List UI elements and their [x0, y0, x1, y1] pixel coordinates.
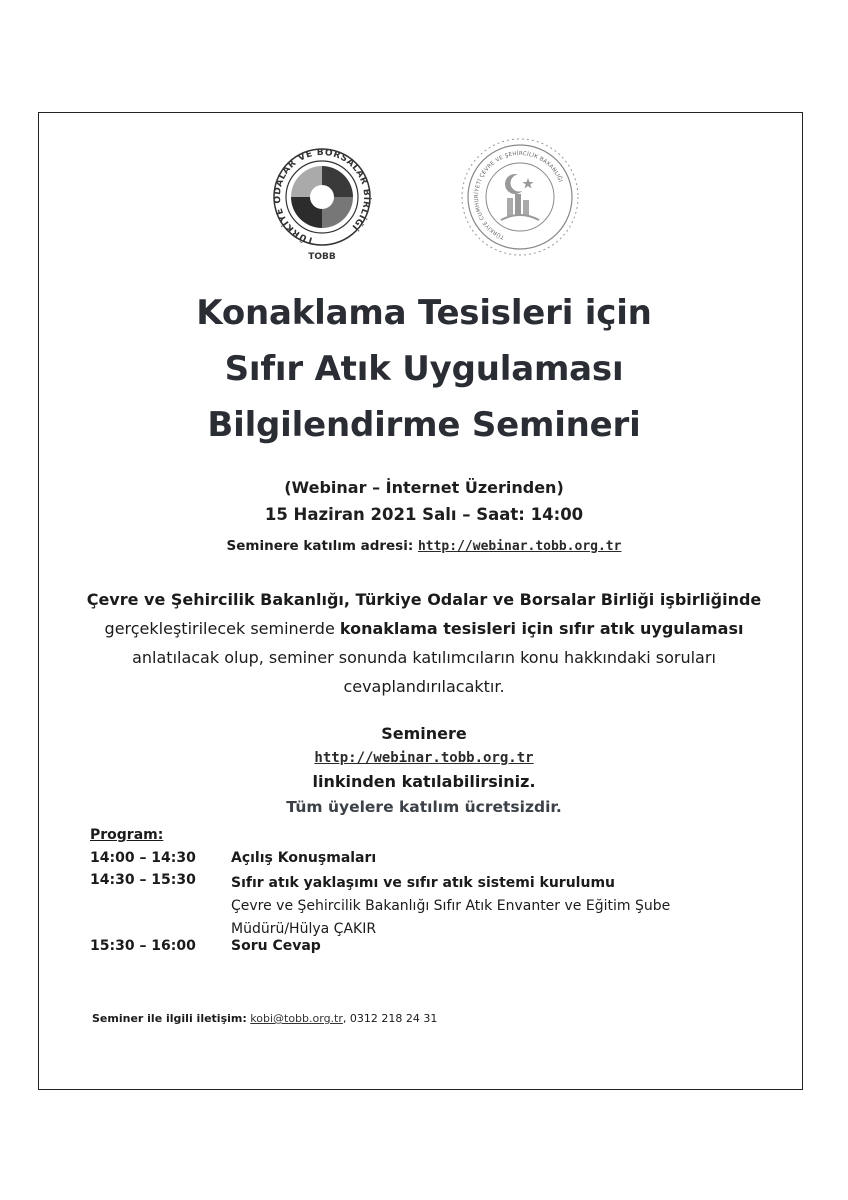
free-attendance-note: Tüm üyelere katılım ücretsizdir. — [286, 798, 562, 816]
program-desc — [231, 872, 670, 941]
paragraph-highlight: konaklama tesisleri için sıfır atık uygulaması — [339, 619, 744, 638]
paragraph-line-2 — [60, 614, 788, 643]
contact-phone: , 0312 218 24 31 — [342, 1012, 438, 1025]
tobb-ring-text: TÜRKİYE ODALAR VE BORSALAR BİRLİĞİ — [272, 147, 372, 246]
title-line-2: Sıfır Atık Uygulaması — [224, 349, 624, 389]
program-heading: Program: — [90, 827, 164, 843]
program-speaker-line-1: Çevre ve Şehircilik Bakanlığı Sıfır Atık Envanter ve Eğitim Şube — [231, 898, 671, 914]
webinar-link[interactable]: http://webinar.tobb.org.tr — [314, 750, 534, 766]
paragraph-line-3: anlatılacak olup, seminer sonunda katılımcıların konu hakkındaki soruları — [132, 648, 716, 667]
tobb-logo — [272, 140, 372, 265]
paragraph-line-1: Çevre ve Şehircilik Bakanlığı, Türkiye Odalar ve Borsalar Birliği işbirliğinde — [86, 590, 762, 609]
program-time: 15:30 – 16:00 — [90, 938, 196, 954]
description-paragraph — [60, 585, 788, 701]
attendance-address-link[interactable]: http://webinar.tobb.org.tr — [417, 539, 622, 554]
seminar-title — [0, 285, 848, 453]
program-time: 14:30 – 15:30 — [90, 872, 196, 888]
cta-link-line — [0, 750, 848, 766]
contact-email-link[interactable]: kobi@tobb.org.tr — [250, 1012, 343, 1025]
program-title: Sıfır atık yaklaşımı ve sıfır atık sistemi kurulumu — [231, 875, 615, 891]
paragraph-line-4: cevaplandırılacaktır. — [343, 677, 505, 696]
ministry-logo — [459, 136, 581, 258]
program-time: 14:00 – 14:30 — [90, 850, 196, 866]
attendance-address-label: Seminere katılım adresi: — [226, 538, 414, 554]
webinar-mode: (Webinar – İnternet Üzerinden) — [284, 478, 564, 497]
cta-line-1: Seminere — [381, 724, 467, 743]
tobb-abbr: TOBB — [308, 252, 336, 262]
ministry-ring-text: TÜRKİYE CUMHURİYETİ ÇEVRE VE ŞEHİRCİLİK BAKANLIĞI — [474, 150, 564, 240]
contact-info — [92, 1012, 437, 1025]
title-line-3: Bilgilendirme Semineri — [207, 405, 641, 445]
attendance-address — [0, 538, 848, 554]
program-title: Açılış Konuşmaları — [231, 850, 377, 866]
contact-label: Seminer ile ilgili iletişim: — [92, 1012, 247, 1025]
program-desc — [231, 850, 376, 866]
seminar-datetime: 15 Haziran 2021 Salı – Saat: 14:00 — [264, 505, 584, 524]
cta-line-3: linkinden katılabilirsiniz. — [312, 772, 536, 791]
title-line-1: Konaklama Tesisleri için — [196, 293, 652, 333]
program-speaker-line-2: Müdürü/Hülya ÇAKIR — [231, 921, 377, 937]
paragraph-line-2-start: gerçekleştirilecek seminerde — [104, 619, 340, 638]
program-desc — [231, 938, 321, 954]
program-title: Soru Cevap — [231, 938, 321, 954]
